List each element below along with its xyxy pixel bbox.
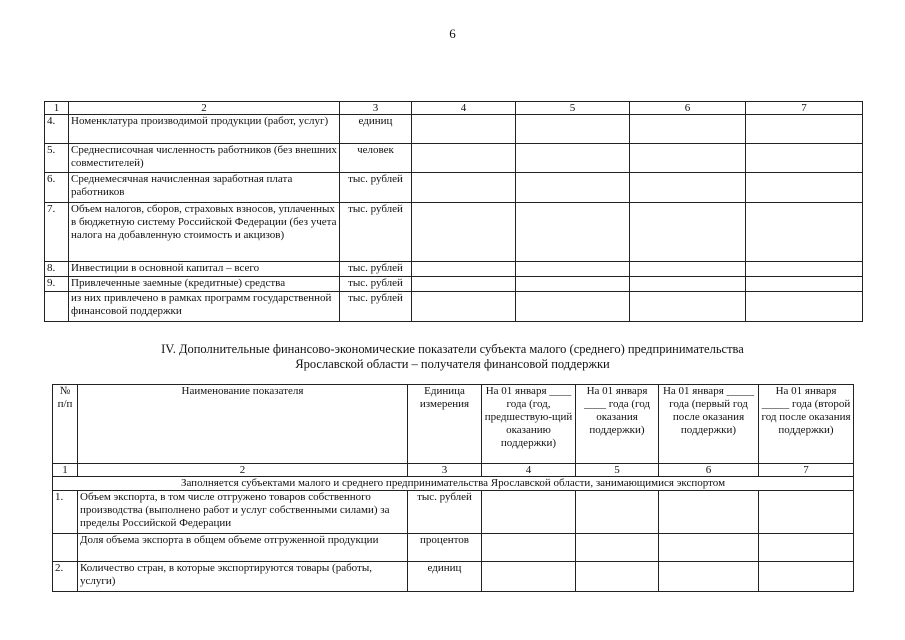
unit-cell: тыс. рублей — [340, 277, 412, 292]
value-cell — [412, 115, 516, 144]
value-cell — [516, 144, 630, 173]
indicator-name: Привлеченные заемные (кредитные) средства — [69, 277, 340, 292]
value-cell — [516, 277, 630, 292]
col-num: 3 — [408, 464, 482, 477]
indicator-name: из них привлечено в рамках программ государственной финансовой поддержки — [69, 292, 340, 322]
col-num: 7 — [746, 102, 863, 115]
value-cell — [630, 173, 746, 203]
row-number: 5. — [45, 144, 69, 173]
unit-cell: тыс. рублей — [340, 173, 412, 203]
value-cell — [516, 173, 630, 203]
value-cell — [759, 562, 854, 592]
header-name: Наименование показателя — [78, 385, 408, 464]
indicator-name: Среднемесячная начисленная заработная плата работников — [69, 173, 340, 203]
value-cell — [746, 277, 863, 292]
value-cell — [412, 173, 516, 203]
header-col7: На 01 января _____ года (второй год после оказания поддержки) — [759, 385, 854, 464]
value-cell — [576, 562, 659, 592]
col-num: 4 — [482, 464, 576, 477]
value-cell — [412, 277, 516, 292]
row-number — [53, 534, 78, 562]
header-col5: На 01 января ____ года (год оказания поддержки) — [576, 385, 659, 464]
header-unit: Единица измерения — [408, 385, 482, 464]
unit-cell: тыс. рублей — [408, 491, 482, 534]
col-num: 1 — [45, 102, 69, 115]
value-cell — [659, 491, 759, 534]
value-cell — [412, 203, 516, 262]
unit-cell: процентов — [408, 534, 482, 562]
col-num: 7 — [759, 464, 854, 477]
table-row — [45, 203, 863, 262]
value-cell — [516, 262, 630, 277]
value-cell — [630, 203, 746, 262]
value-cell — [630, 262, 746, 277]
table-row — [45, 173, 863, 203]
section-heading — [0, 342, 905, 372]
indicator-name: Доля объема экспорта в общем объеме отгруженной продукции — [78, 534, 408, 562]
indicator-name: Объем налогов, сборов, страховых взносов, уплаченных в бюджетную систему Российской Федерации (без учета налога на добавленную стоимость и акцизов) — [69, 203, 340, 262]
unit-cell: тыс. рублей — [340, 262, 412, 277]
value-cell — [746, 203, 863, 262]
value-cell — [746, 292, 863, 322]
row-number: 7. — [45, 203, 69, 262]
value-cell — [412, 262, 516, 277]
table-row — [53, 562, 854, 592]
table-row — [45, 292, 863, 322]
row-number: 8. — [45, 262, 69, 277]
value-cell — [516, 115, 630, 144]
indicators-table-continued — [44, 101, 863, 322]
col-num: 4 — [412, 102, 516, 115]
value-cell — [630, 277, 746, 292]
header-col4: На 01 января ____ года (год, предшествую-щий оказанию поддержки) — [482, 385, 576, 464]
value-cell — [746, 115, 863, 144]
value-cell — [482, 491, 576, 534]
table-row — [45, 144, 863, 173]
value-cell — [759, 491, 854, 534]
fill-note-row — [53, 477, 854, 491]
row-number: 1. — [53, 491, 78, 534]
value-cell — [412, 144, 516, 173]
table-row — [45, 115, 863, 144]
col-num: 6 — [659, 464, 759, 477]
col-num: 1 — [53, 464, 78, 477]
col-num: 3 — [340, 102, 412, 115]
value-cell — [482, 534, 576, 562]
table-row — [53, 534, 854, 562]
value-cell — [659, 534, 759, 562]
value-cell — [746, 262, 863, 277]
row-number: 6. — [45, 173, 69, 203]
col-num: 2 — [78, 464, 408, 477]
table-row — [45, 262, 863, 277]
header-num: № п/п — [53, 385, 78, 464]
section-heading-line: IV. Дополнительные финансово-экономические показатели субъекта малого (среднего) предпринимательства — [161, 342, 744, 356]
row-number — [45, 292, 69, 322]
fill-note: Заполняется субъектами малого и среднего предпринимательства Ярославской области, занимающимися экспортом — [53, 477, 854, 491]
indicator-name: Номенклатура производимой продукции (работ, услуг) — [69, 115, 340, 144]
header-row — [53, 385, 854, 464]
value-cell — [746, 144, 863, 173]
col-num: 2 — [69, 102, 340, 115]
value-cell — [576, 491, 659, 534]
value-cell — [630, 115, 746, 144]
row-number: 9. — [45, 277, 69, 292]
value-cell — [659, 562, 759, 592]
value-cell — [576, 534, 659, 562]
col-num: 6 — [630, 102, 746, 115]
unit-cell: тыс. рублей — [340, 203, 412, 262]
value-cell — [630, 292, 746, 322]
value-cell — [759, 534, 854, 562]
header-col6: На 01 января _____ года (первый год после оказания поддержки) — [659, 385, 759, 464]
value-cell — [412, 292, 516, 322]
additional-indicators-table — [52, 384, 854, 592]
value-cell — [482, 562, 576, 592]
value-cell — [630, 144, 746, 173]
row-number: 2. — [53, 562, 78, 592]
indicator-name: Инвестиции в основной капитал – всего — [69, 262, 340, 277]
unit-cell: человек — [340, 144, 412, 173]
row-number: 4. — [45, 115, 69, 144]
unit-cell: единиц — [408, 562, 482, 592]
unit-cell: единиц — [340, 115, 412, 144]
value-cell — [746, 173, 863, 203]
col-num: 5 — [516, 102, 630, 115]
section-heading-line: Ярославской области – получателя финансовой поддержки — [295, 357, 610, 371]
indicator-name: Объем экспорта, в том числе отгружено товаров собственного производства (выполнено работ и услуг собственными силами) за пределы Российской Федерации — [78, 491, 408, 534]
column-number-row — [45, 102, 863, 115]
page-number: 6 — [449, 26, 456, 41]
table-row — [45, 277, 863, 292]
unit-cell: тыс. рублей — [340, 292, 412, 322]
value-cell — [516, 292, 630, 322]
indicator-name: Количество стран, в которые экспортируются товары (работы, услуги) — [78, 562, 408, 592]
indicator-name: Среднесписочная численность работников (без внешних совместителей) — [69, 144, 340, 173]
column-number-row — [53, 464, 854, 477]
col-num: 5 — [576, 464, 659, 477]
table-row — [53, 491, 854, 534]
value-cell — [516, 203, 630, 262]
